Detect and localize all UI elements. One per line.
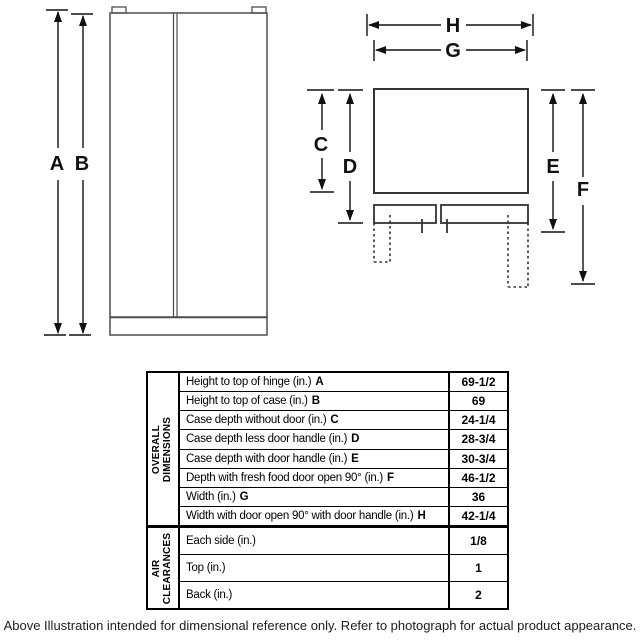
section-header-line: OVERALL: [151, 424, 163, 474]
dimension-letter: C: [330, 414, 339, 427]
air-clearances-section: [148, 525, 507, 608]
table-row: [180, 555, 507, 582]
table-row: [180, 450, 507, 469]
dim-label-f: F: [576, 179, 590, 201]
overall-dimensions-section: [148, 373, 507, 525]
table-row: [180, 469, 507, 488]
dimension-letter: H: [417, 509, 426, 522]
dimension-letter: G: [239, 490, 249, 503]
row-label: Each side (in.): [186, 535, 256, 547]
row-label: Case depth without door (in.) C: [186, 414, 339, 427]
dim-label-a: A: [49, 153, 65, 175]
table-row: [180, 392, 507, 411]
fridge-case: [110, 13, 267, 317]
dim-label-c: C: [313, 134, 329, 156]
row-value: 2: [448, 582, 507, 608]
hinge-cap-left: [112, 7, 126, 13]
dimensions-table: [146, 371, 509, 610]
table-row: [180, 373, 507, 392]
row-label: Top (in.): [186, 562, 226, 574]
dimension-letter: B: [311, 395, 320, 408]
top-view: [374, 89, 528, 287]
dim-label-d: D: [342, 156, 358, 178]
dim-label-b: B: [74, 153, 90, 175]
dimension-letter: A: [315, 376, 324, 389]
table-row: [180, 430, 507, 449]
dim-label-h: H: [445, 15, 461, 37]
right-door-top-view: [441, 205, 528, 223]
reference-note: Above Illustration intended for dimensional reference only. Refer to photograph for actual product appearance.: [3, 618, 637, 633]
row-value: 1: [448, 555, 507, 581]
table-row: [180, 582, 507, 608]
door-swing-dashed-left: [374, 215, 390, 262]
table-row: [180, 507, 507, 525]
table-row: [180, 528, 507, 555]
row-value: 69: [448, 392, 507, 410]
row-label: Back (in.): [186, 589, 233, 601]
section-header-line: DIMENSIONS: [162, 416, 173, 482]
row-label: Width with door open 90° with door handle (in.) H: [186, 509, 426, 522]
overall-dimensions-header: [148, 373, 180, 525]
row-value: 36: [448, 488, 507, 506]
dimension-letter: E: [351, 452, 359, 465]
row-label: Width (in.) G: [186, 490, 249, 503]
row-value: 42-1/4: [448, 507, 507, 525]
door-swing-dashed-right: [508, 215, 528, 287]
dimension-letter: F: [387, 471, 394, 484]
row-value: 1/8: [448, 528, 507, 554]
dim-label-e: E: [546, 156, 560, 178]
section-header-line: AIR: [151, 559, 163, 577]
row-label: Case depth with door handle (in.) E: [186, 452, 359, 465]
row-label: Height to top of hinge (in.) A: [186, 376, 324, 389]
case-top-view: [374, 89, 528, 193]
hinge-cap-right: [252, 7, 266, 13]
front-view: [110, 7, 267, 335]
left-door-top-view: [374, 205, 436, 223]
kickplate: [110, 318, 267, 336]
table-row: [180, 411, 507, 430]
section-header-line: CLEARANCES: [162, 532, 174, 604]
row-label: Case depth less door handle (in.) D: [186, 433, 360, 446]
row-value: 24-1/4: [448, 411, 507, 429]
air-clearances-header: [148, 528, 180, 608]
table-row: [180, 488, 507, 507]
row-value: 30-3/4: [448, 450, 507, 468]
row-value: 28-3/4: [448, 430, 507, 448]
row-label: Depth with fresh food door open 90° (in.) F: [186, 471, 394, 484]
row-value: 69-1/2: [448, 373, 507, 391]
row-value: 46-1/2: [448, 469, 507, 487]
dim-label-g: G: [445, 40, 461, 62]
dimension-letter: D: [351, 433, 360, 446]
row-label: Height to top of case (in.) B: [186, 395, 320, 408]
